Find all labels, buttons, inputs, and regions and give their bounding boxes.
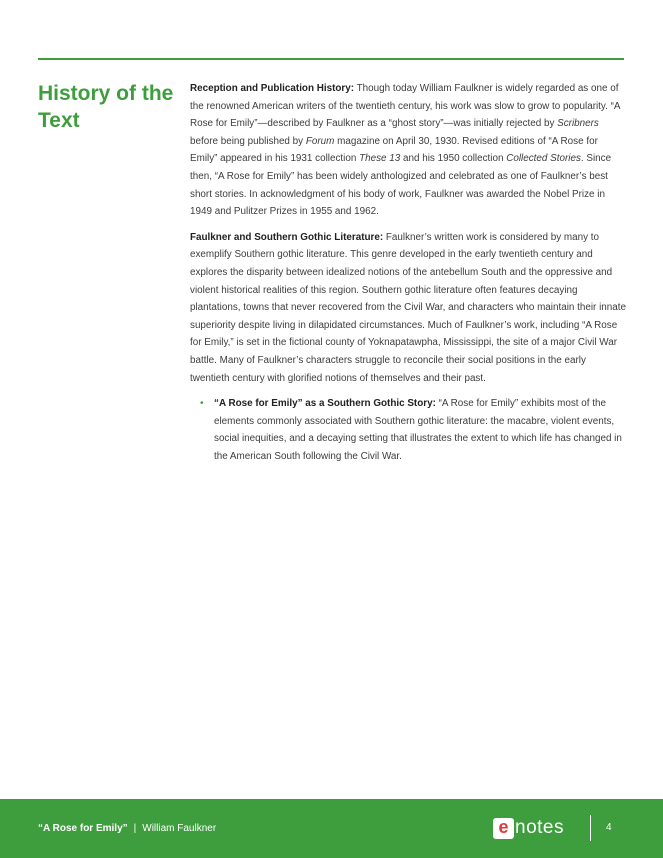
top-divider <box>38 58 624 60</box>
footer-divider <box>590 815 591 841</box>
paragraph-heading: Faulkner and Southern Gothic Literature: <box>190 231 384 243</box>
bullet-list <box>190 395 626 465</box>
page-number: 4 <box>606 822 612 833</box>
paragraph-heading: Reception and Publication History: <box>190 83 355 94</box>
bullet-text: “A Rose for Emily” exhibits most of the elements commonly associated with Southern gothic literature: the macabre, violent events, social inequities, and a decaying setting that illustrates the extent to which life has changed in the American South following the Civil War. <box>214 398 622 462</box>
collection-title: Collected Stories <box>506 153 581 165</box>
paragraph-text: and his 1950 collection <box>400 153 507 165</box>
enotes-logo <box>493 817 564 839</box>
magazine-name: Forum <box>305 135 335 147</box>
footer-author: William Faulkner <box>142 823 217 834</box>
footer-separator: | <box>133 823 137 834</box>
paragraph-southern-gothic <box>190 229 626 387</box>
paragraph-text: Faulkner’s written work is considered by many to exemplify Southern gothic literature. This genre developed in the early twentieth century and explores the disparity between idealized notions of the antebellum South and the oppressive and violent historical realities of this region. Southern gothic literature often features decaying plantations, towns that never recovered from the Civil War, and characters who maintain their innate superiority despite living in dilapidated circumstances. Much of Faulkner’s work, including “A Rose for Emily,” is set in the fictional county of Yoknapatawpha, Mississippi, the site of a major Civil War battle. Many of Faulkner’s characters struggle to reconcile their social positions in the early twentieth century with glorified notions of themselves and their past. <box>190 231 626 384</box>
footer-bar <box>0 799 663 858</box>
footer-book-title: “A Rose for Emily” <box>38 823 128 834</box>
paragraph-text: before being published by <box>190 135 306 147</box>
main-content <box>190 80 626 465</box>
paragraph-text: magazine on April 30, 1930. Revised editions of “A Rose for Emily” appeared in his 1931 collection <box>190 135 598 165</box>
publisher-name: Scribners <box>557 118 599 130</box>
list-item <box>200 395 626 465</box>
bullet-heading: “A Rose for Emily” as a Southern Gothic Story: <box>214 398 436 410</box>
footer-citation <box>38 823 216 834</box>
paragraph-reception-history <box>190 80 626 221</box>
collection-title: These 13 <box>359 153 401 165</box>
paragraph-text: Though today William Faulkner is widely regarded as one of the renowned American writers of the twentieth century, his work was slow to grow to popularity. “A Rose for Emily”—described by Faulkner as a “ghost story”—was initially rejected by <box>190 83 620 130</box>
bullet-icon: • <box>200 398 204 410</box>
paragraph-text: . Since then, “A Rose for Emily” has been widely anthologized and celebrated as one of Faulkner’s best short stories. In acknowledgment of his body of work, Faulkner was awarded the Nobel Prize in 1949 and Pulitzer Prizes in 1955 and 1962. <box>190 153 612 218</box>
enotes-logo-e-icon: e <box>493 818 514 839</box>
enotes-logo-text: notes <box>515 817 564 838</box>
section-title: History of the Text <box>38 82 174 132</box>
